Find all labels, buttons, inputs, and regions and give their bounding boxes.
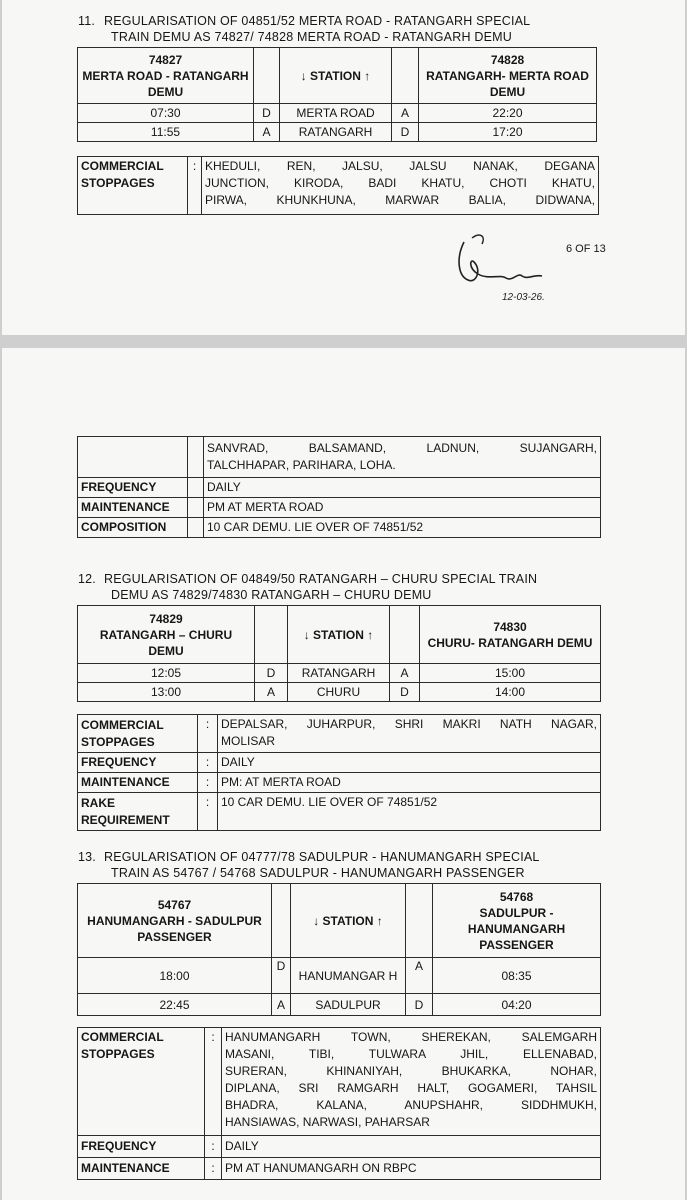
- timetable-74827-74828: [77, 47, 597, 142]
- right-train-header: 74830 CHURU- RATANGARH DEMU: [420, 606, 601, 664]
- frequency-label: FREQUENCY: [78, 753, 198, 773]
- table-row: 18:00 D HANUMANGAR H A 08:35: [78, 958, 601, 994]
- signature: [442, 228, 572, 308]
- frequency-value: DAILY: [222, 1136, 601, 1158]
- document-page-7: [2, 348, 685, 1200]
- document-page-6: [2, 0, 685, 335]
- right-train-header: 54768 SADULPUR - HANUMANGARH PASSENGER: [433, 884, 601, 958]
- station-column-header: ↓ STATION ↑: [291, 884, 406, 958]
- section-11-heading: [78, 13, 530, 45]
- composition-value: 10 CAR DEMU. LIE OVER OF 74851/52: [204, 518, 601, 538]
- left-train-header: 74829 RATANGARH – CHURU DEMU: [78, 606, 255, 664]
- continued-details-table: [77, 436, 601, 538]
- table-row: 22:45 A SADULPUR D 04:20: [78, 994, 601, 1016]
- right-train-header: 74828 RATANGARH- MERTA ROAD DEMU: [419, 48, 597, 104]
- frequency-label: FREQUENCY: [78, 1136, 205, 1158]
- maintenance-label: MAINTENANCE: [78, 773, 198, 793]
- station-column-header: ↓ STATION ↑: [288, 606, 390, 664]
- maintenance-value: PM AT HANUMANGARH ON RBPC: [222, 1158, 601, 1180]
- commercial-stoppages-table: COMMERCIAL STOPPAGES : KHEDULI, REN, JALSU, JALSU NANAK, DEGANA JUNCTION, KIRODA, BADI KHATU, CHOTI KHATU, PIRWA, KHUNKHUNA, MARWAR BALIA, DIDWANA,: [77, 156, 599, 215]
- section-12-details-table: COMMERCIAL STOPPAGES : DEPALSAR, JUHARPUR, SHRI MAKRI NATH NAGAR, MOLISAR FREQUENCY : DAILY MAINTENANCE : PM: AT MERTA ROAD RAKE REQUIREMENT : 10 CAR DEMU. LIE OVER OF 74851/52: [77, 714, 601, 831]
- maintenance-value: PM AT MERTA ROAD: [204, 498, 601, 518]
- maintenance-value: PM: AT MERTA ROAD: [218, 773, 601, 793]
- table-row: 07:30 D MERTA ROAD A 22:20: [78, 104, 597, 123]
- section-title-line-1: REGULARISATION OF 04851/52 MERTA ROAD - RATANGARH SPECIAL: [104, 14, 531, 28]
- rake-requirement-label: RAKE REQUIREMENT: [78, 793, 198, 831]
- stoppages-list-continued: SANVRAD, BALSAMAND, LADNUN, SUJANGARH, TALCHHAPAR, PARIHARA, LOHA.: [204, 437, 601, 478]
- station-column-header: ↓ STATION ↑: [280, 48, 392, 104]
- stoppages-label: COMMERCIAL STOPPAGES: [78, 715, 198, 753]
- table-row: 11:55 A RATANGARH D 17:20: [78, 123, 597, 142]
- signature-date: 12-03-26.: [502, 292, 545, 303]
- stoppages-list: DEPALSAR, JUHARPUR, SHRI MAKRI NATH NAGAR, MOLISAR: [218, 715, 601, 753]
- section-number: 11.: [78, 14, 96, 28]
- stoppages-label: COMMERCIAL STOPPAGES: [78, 1028, 205, 1136]
- stoppages-label: COMMERCIAL STOPPAGES: [78, 157, 188, 215]
- rake-requirement-value: 10 CAR DEMU. LIE OVER OF 74851/52: [218, 793, 601, 831]
- table-row: 13:00 A CHURU D 14:00: [78, 683, 601, 702]
- section-title-line-2: TRAIN DEMU AS 74827/ 74828 MERTA ROAD - RATANGARH DEMU: [111, 30, 512, 44]
- section-13-details-table: COMMERCIAL STOPPAGES : HANUMANGARH TOWN, SHEREKAN, SALEMGARH MASANI, TIBI, TULWARA JHIL, ELLENABAD, SURERAN, KHINANIYAH, BHUKARKA, NOHAR, DIPLANA, SRI RAMGARH HALT, GOGAMERI, TAHSIL BHADRA, KALANA, ANUPSHAHR, SIDDHMUKH, HANSIAWAS, NARWASI, PAHARSAR FREQUENCY : DAILY MAINTENANCE : PM AT HANUMANGARH ON RBPC: [77, 1027, 601, 1180]
- maintenance-label: MAINTENANCE: [78, 1158, 205, 1180]
- maintenance-label: MAINTENANCE: [78, 498, 188, 518]
- frequency-value: DAILY: [204, 478, 601, 498]
- timetable-74829-74830: [77, 605, 601, 702]
- left-train-header: 74827 MERTA ROAD - RATANGARH DEMU: [78, 48, 254, 104]
- left-train-header: 54767 HANUMANGARH - SADULPUR PASSENGER: [78, 884, 272, 958]
- frequency-label: FREQUENCY: [78, 478, 188, 498]
- page-number: 6 OF 13: [566, 243, 606, 255]
- timetable-54767-54768: [77, 883, 601, 1016]
- frequency-value: DAILY: [218, 753, 601, 773]
- stoppages-list: HANUMANGARH TOWN, SHEREKAN, SALEMGARH MASANI, TIBI, TULWARA JHIL, ELLENABAD, SURERAN, KHINANIYAH, BHUKARKA, NOHAR, DIPLANA, SRI RAMGARH HALT, GOGAMERI, TAHSIL BHADRA, KALANA, ANUPSHAHR, SIDDHMUKH, HANSIAWAS, NARWASI, PAHARSAR: [222, 1028, 601, 1136]
- stoppages-list: KHEDULI, REN, JALSU, JALSU NANAK, DEGANA JUNCTION, KIRODA, BADI KHATU, CHOTI KHATU, PIRWA, KHUNKHUNA, MARWAR BALIA, DIDWANA,: [202, 157, 599, 215]
- section-12-heading: 12. REGULARISATION OF 04849/50 RATANGARH – CHURU SPECIAL TRAIN DEMU AS 74829/74830 RATANGARH – CHURU DEMU: [78, 572, 538, 602]
- section-13-heading: 13. REGULARISATION OF 04777/78 SADULPUR - HANUMANGARH SPECIAL TRAIN AS 54767 / 54768 SADULPUR - HANUMANGARH PASSENGER: [78, 850, 540, 880]
- table-row: 12:05 D RATANGARH A 15:00: [78, 664, 601, 683]
- composition-label: COMPOSITION: [78, 518, 188, 538]
